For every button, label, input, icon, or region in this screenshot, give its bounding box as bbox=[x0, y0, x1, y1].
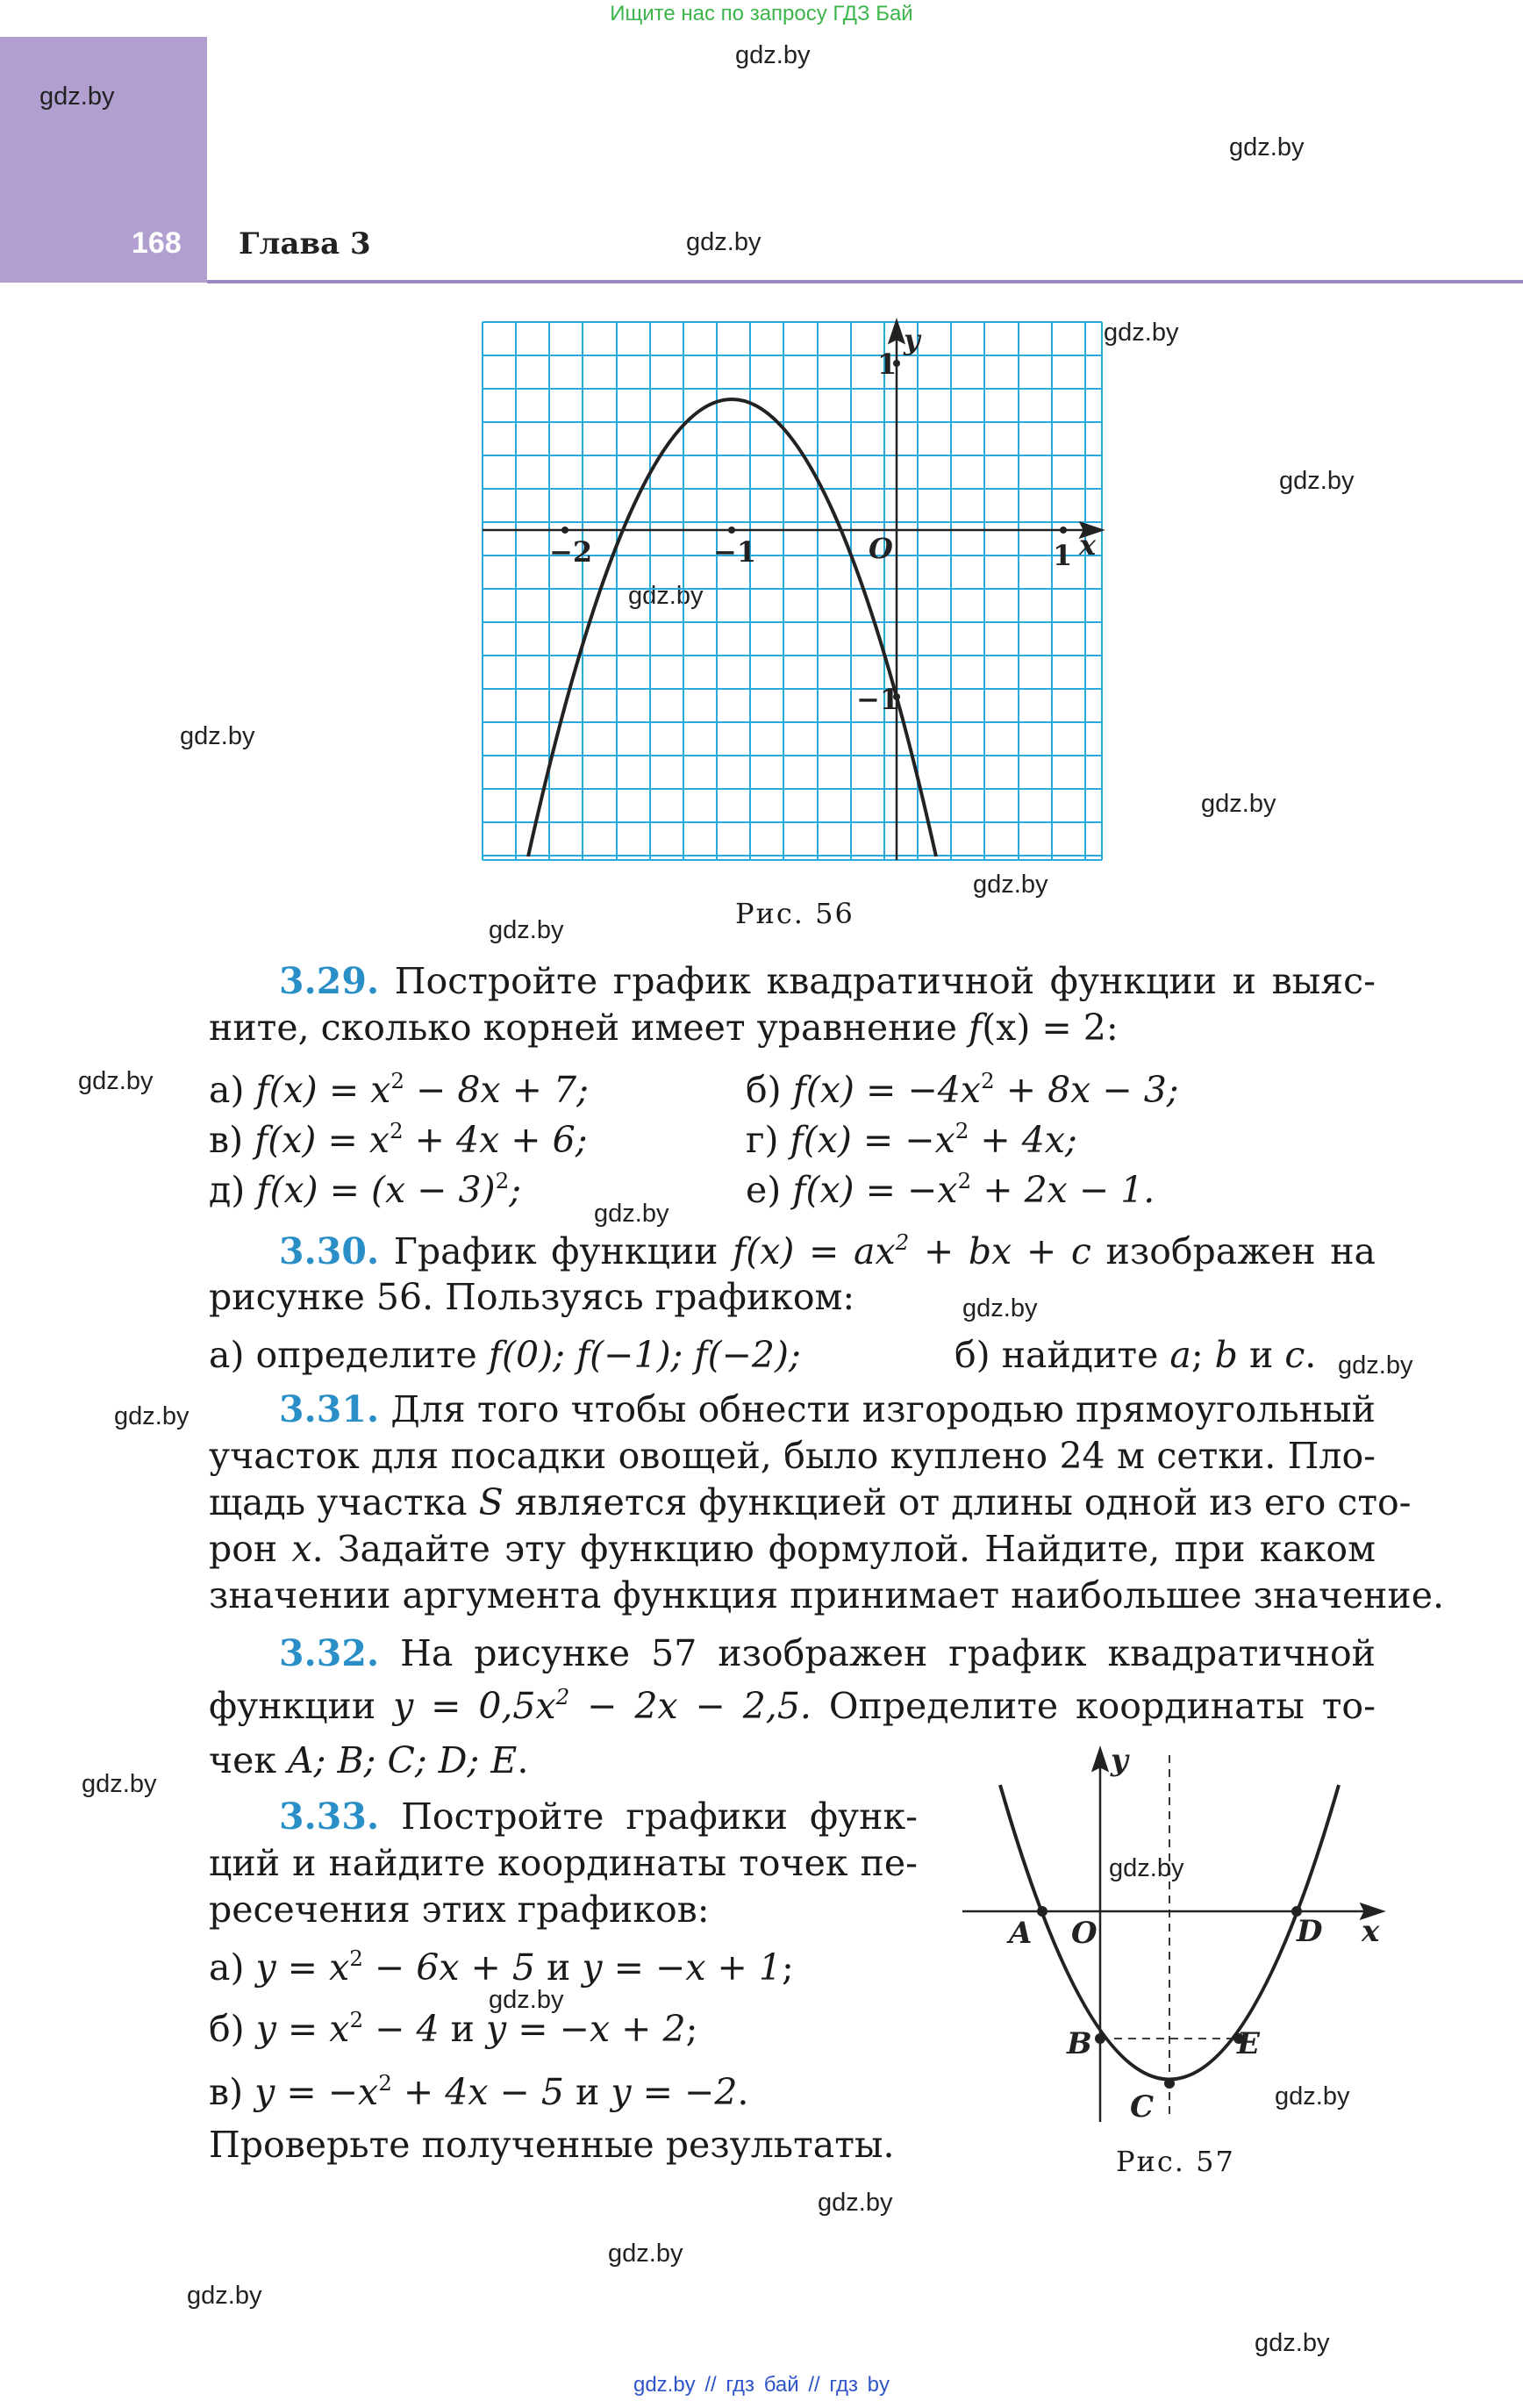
formula-part: + bx + c bbox=[909, 1230, 1091, 1272]
watermark: gdz.by bbox=[686, 228, 762, 256]
var-b: b bbox=[1214, 1334, 1238, 1376]
end: . bbox=[737, 2071, 749, 2113]
figure-57 bbox=[956, 1742, 1395, 2137]
p330-line1 bbox=[279, 1229, 1376, 1274]
watermark: gdz.by bbox=[973, 871, 1048, 899]
p331-line4 bbox=[209, 1526, 1376, 1572]
watermark: gdz.by bbox=[1104, 319, 1179, 347]
fig57-point-b: B bbox=[1067, 2026, 1092, 2061]
chapter-title: Глава 3 bbox=[239, 226, 371, 262]
item-label: а) bbox=[209, 1946, 256, 1989]
f1: y = −x bbox=[254, 2071, 379, 2113]
var-s: S bbox=[478, 1481, 504, 1523]
watermark: gdz.by bbox=[735, 41, 811, 69]
fig56-label-y-neg1: −1 bbox=[856, 683, 900, 716]
watermark: gdz.by bbox=[1275, 2082, 1350, 2111]
conj: и bbox=[535, 1946, 583, 1989]
p332-line2 bbox=[209, 1683, 1376, 1729]
p332-formula bbox=[393, 1685, 812, 1727]
f2: y = −x + 2 bbox=[486, 2008, 686, 2050]
item-label: в) bbox=[209, 1119, 244, 1161]
conj: и bbox=[563, 2071, 611, 2113]
item-label: а) bbox=[209, 1069, 245, 1111]
p333-item-a bbox=[209, 1945, 794, 1990]
item-sup: 2 bbox=[390, 1068, 404, 1094]
p333-text: Постройте графики функ- bbox=[401, 1795, 918, 1838]
f1: − 4 bbox=[363, 2008, 440, 2050]
item-post: + 4x + 6; bbox=[403, 1119, 588, 1161]
fig57-label-origin: O bbox=[1071, 1916, 1098, 1951]
end: ; bbox=[781, 1946, 794, 1989]
p329-item-g bbox=[746, 1117, 1077, 1163]
fig56-label-x-neg2: −2 bbox=[549, 535, 593, 569]
item-sup: 2 bbox=[981, 1068, 995, 1094]
fig56-label-x-neg1: −1 bbox=[713, 535, 757, 569]
watermark: gdz.by bbox=[187, 2282, 262, 2310]
figure-56 bbox=[474, 312, 1114, 873]
p333-number: 3.33. bbox=[279, 1795, 380, 1838]
p329-text2: ните, сколько корней имеет уравнение bbox=[209, 1007, 969, 1049]
p329-line2 bbox=[209, 1005, 1119, 1050]
end: . bbox=[1305, 1334, 1317, 1376]
top-note: Ищите нас по запросу ГДЗ Бай bbox=[610, 2, 913, 25]
sup: 2 bbox=[349, 2007, 364, 2033]
watermark: gdz.by bbox=[1338, 1351, 1413, 1380]
p329-eq: (x) = 2: bbox=[982, 1007, 1119, 1049]
watermark: gdz.by bbox=[82, 1770, 157, 1798]
var-c: c bbox=[1284, 1334, 1305, 1376]
watermark: gdz.by bbox=[114, 1402, 189, 1430]
watermark: gdz.by bbox=[489, 1986, 564, 2014]
fig56-label-y: y bbox=[904, 323, 920, 356]
fig57-point-c: C bbox=[1130, 2089, 1155, 2125]
p330-item-b bbox=[955, 1332, 1316, 1378]
item-sup: 2 bbox=[495, 1168, 510, 1194]
p329-item-v bbox=[209, 1117, 588, 1163]
fig56-label-y-pos1: 1 bbox=[877, 348, 897, 381]
p329-text1: Постройте график квадратичной функции и выяс- bbox=[394, 960, 1376, 1002]
watermark: gdz.by bbox=[1255, 2329, 1330, 2357]
p329-line1 bbox=[279, 958, 1376, 1004]
f1: y = x bbox=[255, 1946, 350, 1989]
fig56-caption: Рис. 56 bbox=[735, 897, 854, 930]
item-sup: 2 bbox=[957, 1168, 972, 1194]
watermark: gdz.by bbox=[628, 582, 704, 610]
t: рон bbox=[209, 1528, 292, 1570]
t: Определите координаты то- bbox=[828, 1685, 1376, 1727]
item-pre: f(x) = x bbox=[255, 1069, 391, 1111]
p329-number: 3.29. bbox=[279, 960, 380, 1002]
p333-line2: ций и найдите координаты точек пе- bbox=[209, 1842, 918, 1884]
item-pre: f(x) = x bbox=[254, 1119, 390, 1161]
item-label: в) bbox=[209, 2071, 255, 2113]
formula-part: y = 0,5x bbox=[393, 1685, 556, 1727]
p330-line2: рисунке 56. Пользуясь графиком: bbox=[209, 1276, 855, 1318]
item-pre: f(x) = −x bbox=[790, 1119, 955, 1161]
p332-line1 bbox=[279, 1630, 1376, 1676]
points: A; B; C; D; E bbox=[288, 1739, 518, 1781]
t: . bbox=[517, 1739, 529, 1781]
sup: 2 bbox=[378, 2070, 392, 2096]
end: ; bbox=[685, 2008, 698, 2050]
watermark: gdz.by bbox=[818, 2189, 893, 2217]
watermark: gdz.by bbox=[78, 1067, 154, 1095]
p329-item-d bbox=[209, 1167, 521, 1213]
p329-item-e bbox=[746, 1167, 1155, 1213]
p333-item-b bbox=[209, 2006, 697, 2052]
watermark: gdz.by bbox=[489, 916, 564, 944]
item-pre: f(x) = −4x bbox=[792, 1069, 982, 1111]
fig56-label-origin: O bbox=[869, 532, 893, 565]
item-post: + 2x − 1. bbox=[971, 1169, 1155, 1211]
formula-part: − 2x − 2,5. bbox=[569, 1685, 812, 1727]
item-post: − 8x + 7; bbox=[404, 1069, 589, 1111]
fig57-point-e: E bbox=[1237, 2026, 1260, 2061]
watermark: gdz.by bbox=[1229, 133, 1305, 161]
p331-line5: значении аргумента функция принимает наибольшее значение. bbox=[209, 1574, 1445, 1616]
item-label: д) bbox=[209, 1169, 246, 1211]
p333-line3: ресечения этих графиков: bbox=[209, 1888, 710, 1931]
p332-number: 3.32. bbox=[279, 1632, 380, 1674]
var-a: a bbox=[1169, 1334, 1191, 1376]
watermark: gdz.by bbox=[180, 722, 255, 750]
item-expr: f(0); f(−1); f(−2); bbox=[488, 1334, 801, 1376]
page-number: 168 bbox=[132, 226, 182, 260]
watermark: gdz.by bbox=[1201, 790, 1276, 818]
item-post: ; bbox=[509, 1169, 522, 1211]
watermark: gdz.by bbox=[39, 82, 115, 111]
item-sup: 2 bbox=[955, 1118, 969, 1144]
watermark: gdz.by bbox=[608, 2240, 683, 2268]
formula-sup: 2 bbox=[555, 1684, 570, 1710]
p332-text: На рисунке 57 изображен график квадратичной bbox=[400, 1632, 1376, 1674]
p331-line2: участок для посадки овощей, было куплено 24 м сетки. Пло- bbox=[209, 1435, 1376, 1477]
watermark: gdz.by bbox=[962, 1294, 1038, 1322]
p331-line3 bbox=[209, 1480, 1412, 1525]
item-post: + 4x; bbox=[969, 1119, 1077, 1161]
p333-item-c bbox=[209, 2069, 748, 2115]
t: . Задайте эту функцию формулой. Найдите, при каком bbox=[311, 1528, 1376, 1570]
fig57-point-a: A bbox=[1009, 1916, 1033, 1951]
fig57-caption: Рис. 57 bbox=[1116, 2145, 1235, 2178]
p330-text: изображен на bbox=[1105, 1230, 1376, 1272]
p331-number: 3.31. bbox=[279, 1388, 380, 1430]
header-rule bbox=[207, 280, 1523, 283]
f1: + 4x − 5 bbox=[391, 2071, 564, 2113]
item-pre: f(x) = −x bbox=[792, 1169, 958, 1211]
watermark: gdz.by bbox=[1279, 467, 1355, 495]
watermark: gdz.by bbox=[1109, 1854, 1184, 1882]
f1: y = x bbox=[255, 2008, 350, 2050]
p329-item-b bbox=[746, 1067, 1179, 1113]
p330-text: График функции bbox=[393, 1230, 719, 1272]
p330-number: 3.30. bbox=[279, 1230, 380, 1272]
p329-item-a bbox=[209, 1067, 589, 1113]
t: является функцией от длины одной из его сто- bbox=[503, 1481, 1412, 1523]
watermark: gdz.by bbox=[594, 1200, 669, 1228]
fig57-label-y: y bbox=[1111, 1743, 1128, 1778]
t: чек bbox=[209, 1739, 289, 1781]
fig56-label-x-pos1: 1 bbox=[1053, 539, 1073, 572]
fig57-label-x: x bbox=[1362, 1914, 1380, 1949]
f2: y = −x + 1 bbox=[582, 1946, 782, 1989]
p330-formula bbox=[733, 1230, 1091, 1272]
var-x: x bbox=[291, 1528, 312, 1570]
f1: − 6x + 5 bbox=[362, 1946, 535, 1989]
p331-text: Для того чтобы обнести изгородью прямоугольный bbox=[390, 1388, 1376, 1430]
conj: и bbox=[1237, 1334, 1285, 1376]
fig57-point-d: D bbox=[1297, 1914, 1323, 1949]
p332-line3 bbox=[209, 1738, 528, 1783]
item-label: а) определите bbox=[209, 1334, 489, 1376]
item-label: е) bbox=[746, 1169, 782, 1211]
conj: и bbox=[439, 2008, 487, 2050]
fig56-label-x: x bbox=[1079, 528, 1097, 562]
sep: ; bbox=[1191, 1334, 1215, 1376]
item-sup: 2 bbox=[389, 1118, 404, 1144]
f2: y = −2 bbox=[611, 2071, 738, 2113]
sup: 2 bbox=[349, 1946, 363, 1972]
p333-last-line: Проверьте полученные результаты. bbox=[209, 2124, 895, 2166]
item-label: г) bbox=[746, 1119, 779, 1161]
item-post: + 8x − 3; bbox=[994, 1069, 1179, 1111]
formula-sup: 2 bbox=[895, 1229, 910, 1256]
formula-part: f(x) = ax bbox=[733, 1230, 896, 1272]
item-pre: f(x) = (x − 3) bbox=[256, 1169, 496, 1211]
item-label: б) bbox=[209, 2008, 256, 2050]
p333-line1 bbox=[279, 1794, 918, 1839]
p330-item-a bbox=[209, 1332, 801, 1378]
t: щадь участка bbox=[209, 1481, 479, 1523]
p329-f: f bbox=[969, 1007, 983, 1049]
t: функции bbox=[209, 1685, 376, 1727]
item-label: б) bbox=[746, 1069, 782, 1111]
bottom-note: gdz.by // гдз бай // гдз by bbox=[633, 2373, 890, 2397]
p331-line1 bbox=[279, 1387, 1376, 1432]
item-label: б) найдите bbox=[955, 1334, 1170, 1376]
